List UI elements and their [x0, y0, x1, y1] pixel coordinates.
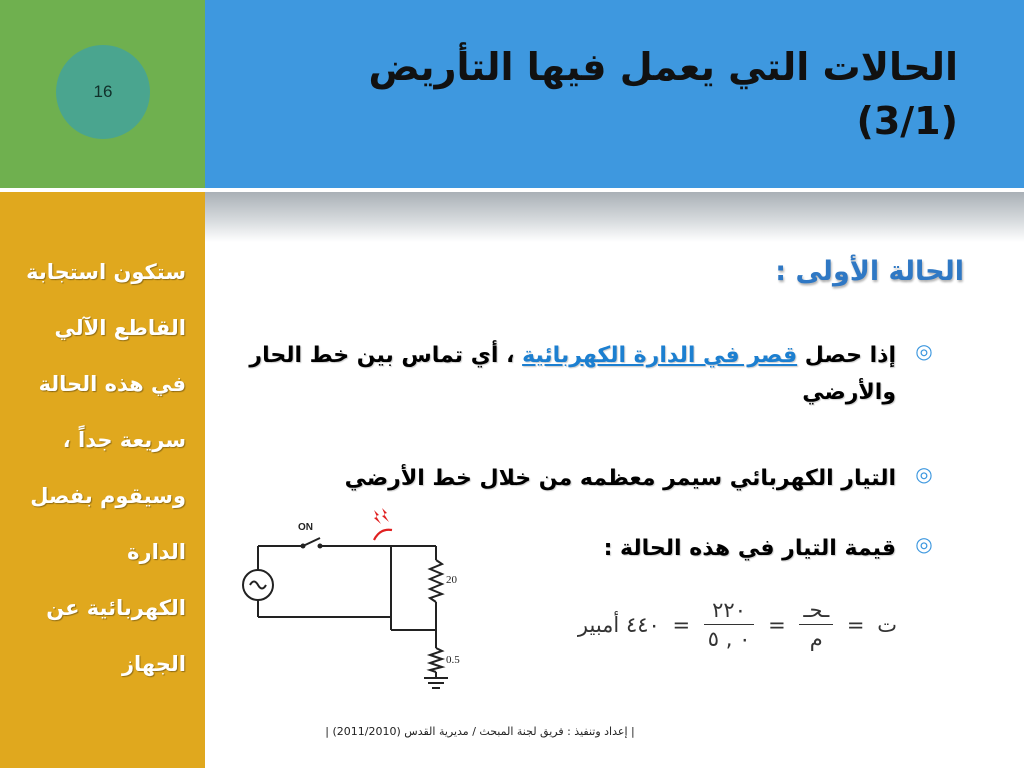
highlight-term: قصر في الدارة الكهربائية	[522, 343, 798, 368]
bullet-text-part: إذا حصل	[797, 343, 896, 368]
sidebar-note	[14, 244, 186, 692]
bullet-item	[474, 530, 934, 567]
sidebar-line: ستكون استجابة	[26, 260, 186, 284]
fraction-numerator: ٢٢٠	[704, 596, 755, 625]
slide-number-badge	[56, 45, 150, 139]
current-formula	[560, 596, 900, 658]
switch-label: ON	[298, 522, 313, 533]
sidebar-line: الجهاز	[121, 652, 186, 676]
fraction-denominator: م	[809, 627, 823, 651]
switch-contact	[318, 544, 323, 549]
title-line-2: (3/1)	[856, 99, 958, 143]
sidebar-line: وسيقوم بفصل	[30, 484, 186, 508]
slide-title	[298, 40, 958, 148]
sidebar-line: في هذه الحالة	[38, 372, 186, 396]
bullet-text: قيمة التيار في هذه الحالة :	[603, 536, 896, 561]
slide-number: 16	[93, 82, 113, 101]
sidebar-line: الدارة	[127, 540, 186, 564]
resistor-20	[430, 560, 442, 602]
short-arc	[374, 530, 392, 540]
resistor-label: 0.5	[446, 654, 460, 666]
bullet-text: التيار الكهربائي سيمر معظمه من خلال خط الأرضي	[344, 466, 896, 491]
spark-icon	[374, 508, 389, 524]
resistor-label: 20	[446, 574, 457, 586]
footer-credit: | إعداد وتنفيذ : فريق لجنة المبحث / مديرية القدس (2011/2010) |	[325, 725, 635, 738]
bullet-text-part: ، أي تماس بين خط الحار والأرضي	[249, 343, 896, 405]
formula-equals: =	[672, 612, 691, 637]
circled-dot-icon: ◎	[915, 462, 933, 486]
short-circuit-diagram	[228, 500, 488, 695]
bullet-item	[214, 460, 934, 497]
formula-equals: =	[846, 612, 865, 637]
sidebar-line: الكهربائية عن	[46, 596, 186, 620]
sine-wave	[250, 582, 266, 589]
sidebar-line: القاطع الآلي	[54, 316, 186, 340]
shadow-band	[205, 192, 1024, 242]
bullet-text	[244, 337, 896, 411]
formula-result: ٤٤٠ أمبير	[577, 612, 660, 637]
sidebar-line: سريعة جداً ،	[62, 428, 186, 452]
formula-fraction-numeric	[704, 596, 755, 653]
formula-equals: =	[768, 612, 786, 637]
circled-dot-icon: ◎	[915, 339, 933, 363]
fraction-numerator: ـحـ	[799, 596, 833, 625]
switch-contact	[301, 544, 306, 549]
formula-fraction-symbolic	[799, 596, 833, 653]
circled-dot-icon: ◎	[915, 532, 933, 556]
bullet-item	[244, 337, 934, 411]
formula-lhs: ت	[877, 612, 897, 637]
fraction-denominator: ٠ , ٥	[707, 627, 751, 651]
title-line-1: الحالات التي يعمل فيها التأريض	[368, 45, 958, 89]
switch-blade	[303, 538, 320, 546]
case-heading: الحالة الأولى :	[775, 256, 964, 287]
resistor-0-5	[430, 648, 442, 672]
